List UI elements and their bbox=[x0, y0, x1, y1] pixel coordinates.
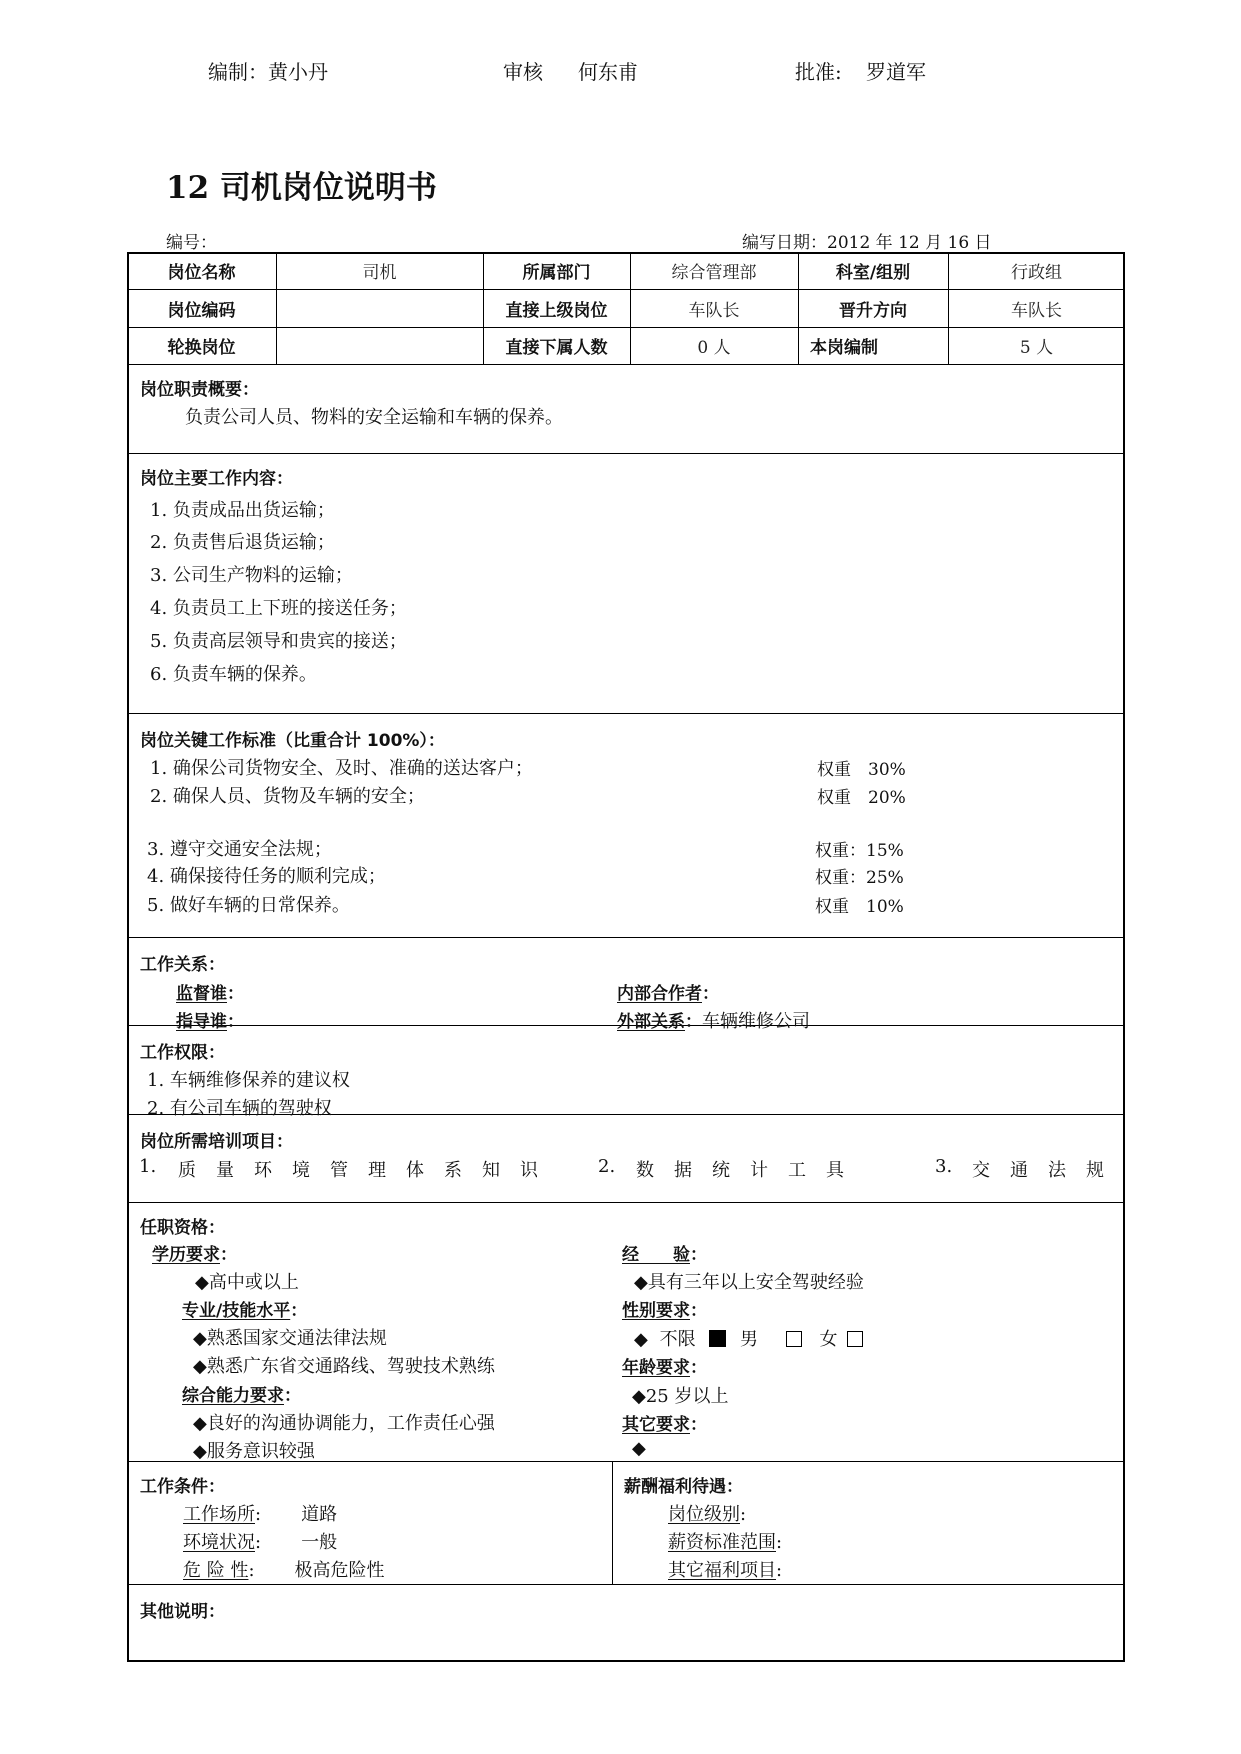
relations-heading: 工作关系： bbox=[140, 955, 225, 975]
experience-value: ◆具有三年以上安全驾驶经验 bbox=[634, 1272, 864, 1293]
place-label: 工作场所 bbox=[183, 1504, 255, 1525]
info-label: 晋升方向 bbox=[839, 300, 907, 321]
info-value: 司机 bbox=[362, 263, 397, 283]
rule bbox=[127, 937, 1125, 938]
ability-label: 综合能力要求 bbox=[182, 1386, 284, 1406]
salary-field: 薪资标准范围: bbox=[668, 1532, 783, 1553]
other-benefit-field: 其它福利项目: bbox=[668, 1560, 783, 1581]
info-label: 轮换岗位 bbox=[167, 338, 236, 358]
skill-label: 专业/技能水平 bbox=[182, 1301, 291, 1321]
level-field: 岗位级别: bbox=[668, 1504, 747, 1525]
info-value bbox=[276, 289, 483, 327]
level-label: 岗位级别 bbox=[668, 1504, 740, 1525]
duties-heading: 岗位主要工作内容： bbox=[140, 469, 293, 489]
rule bbox=[127, 1202, 1125, 1203]
standard-item: 4. 确保接待任务的顺利完成； bbox=[147, 866, 386, 887]
duty-item: 5. 负责高层领导和贵宾的接送； bbox=[150, 631, 407, 652]
skill-field: 专业/技能水平： bbox=[182, 1301, 308, 1321]
external-field: 外部关系：车辆维修公司 bbox=[617, 1011, 810, 1032]
training-heading: 岗位所需培训项目： bbox=[140, 1132, 293, 1152]
rule bbox=[127, 453, 1125, 454]
standard-item: 5. 做好车辆的日常保养。 bbox=[147, 895, 350, 916]
approve-label: 批准: bbox=[795, 60, 842, 84]
page-title: 12 司机岗位说明书 bbox=[166, 170, 437, 206]
gender-male-label: 男 bbox=[740, 1329, 759, 1350]
info-label: 岗位名称 bbox=[167, 263, 236, 283]
info-label: 直接下属人数 bbox=[505, 338, 608, 358]
info-value: 车队长 bbox=[1011, 300, 1062, 321]
place-field: 工作场所: 道路 bbox=[183, 1504, 338, 1525]
training-item: 数据统计工具 bbox=[636, 1160, 844, 1181]
duty-item: 2. 负责售后退货运输； bbox=[150, 532, 335, 553]
education-label: 学历要求 bbox=[152, 1245, 220, 1265]
info-label: 所属部门 bbox=[522, 263, 591, 283]
training-num: 2. bbox=[598, 1156, 616, 1177]
guide-label: 指导谁 bbox=[176, 1012, 227, 1032]
benefits-heading: 薪酬福利待遇： bbox=[624, 1477, 743, 1497]
gender-male-checkbox[interactable] bbox=[786, 1331, 802, 1347]
gender-options bbox=[634, 1325, 863, 1351]
ability-item: ◆良好的沟通协调能力，工作责任心强 bbox=[193, 1413, 495, 1434]
notes-heading: 其他说明： bbox=[140, 1602, 225, 1622]
supervisor-label: 监督谁 bbox=[176, 984, 227, 1004]
risk-field: 危 险 性: 极高危险性 bbox=[183, 1560, 385, 1581]
gender-label: 性别要求 bbox=[622, 1301, 690, 1321]
standard-weight: 权重 20% bbox=[817, 788, 906, 808]
env-label: 环境状况 bbox=[183, 1532, 255, 1553]
rule bbox=[127, 713, 1125, 714]
info-value: 0 人 bbox=[697, 338, 731, 358]
info-value: 车队长 bbox=[688, 300, 740, 321]
external-value: 车辆维修公司 bbox=[702, 1011, 810, 1032]
info-label: 科室/组别 bbox=[835, 263, 911, 283]
document-number: 编号： bbox=[166, 233, 217, 253]
info-value: 5 人 bbox=[1019, 338, 1054, 358]
standard-weight: 权重：15% bbox=[815, 841, 904, 861]
skill-item: ◆熟悉广东省交通路线、驾驶技术熟练 bbox=[193, 1356, 495, 1377]
duty-item: 3. 公司生产物料的运输； bbox=[150, 565, 353, 586]
training-item: 质量环境管理体系知识 bbox=[178, 1160, 538, 1181]
training-num: 1. bbox=[139, 1156, 157, 1177]
env-value: 一般 bbox=[301, 1532, 338, 1553]
gender-any-label: 不限 bbox=[659, 1329, 696, 1350]
duty-item: 4. 负责员工上下班的接送任务； bbox=[150, 598, 407, 619]
supervisor-field: 监督谁： bbox=[176, 984, 244, 1004]
qualifications-heading: 任职资格： bbox=[140, 1218, 225, 1238]
standard-item: 3. 遵守交通安全法规； bbox=[147, 839, 332, 860]
info-label: 本岗编制 bbox=[810, 338, 878, 358]
standard-item: 1. 确保公司货物安全、及时、准确的送达客户； bbox=[150, 758, 533, 779]
env-field: 环境状况: 一般 bbox=[183, 1532, 338, 1553]
gender-female-label: 女 bbox=[819, 1329, 838, 1350]
standard-weight: 权重 30% bbox=[817, 760, 906, 780]
ability-item: ◆服务意识较强 bbox=[193, 1441, 315, 1462]
summary-text: 负责公司人员、物料的安全运输和车辆的保养。 bbox=[185, 407, 563, 428]
authority-item: 1. 车辆维修保养的建议权 bbox=[147, 1070, 350, 1091]
other-req-value: ◆ bbox=[632, 1438, 646, 1459]
place-value: 道路 bbox=[301, 1504, 338, 1525]
education-value: ◆高中或以上 bbox=[195, 1272, 299, 1293]
info-value bbox=[276, 327, 483, 364]
conditions-heading: 工作条件： bbox=[140, 1477, 225, 1497]
approver: 罗道军 bbox=[866, 60, 926, 84]
risk-value: 极高危险性 bbox=[294, 1560, 385, 1581]
skill-item: ◆熟悉国家交通法律法规 bbox=[193, 1328, 387, 1349]
gender-any-checkbox[interactable] bbox=[709, 1330, 726, 1347]
rule bbox=[127, 1584, 1125, 1585]
standard-weight: 权重 10% bbox=[815, 897, 904, 917]
age-value: ◆25 岁以上 bbox=[632, 1386, 729, 1407]
age-field: 年龄要求： bbox=[622, 1358, 707, 1378]
prepared-by: 编制：黄小丹 bbox=[208, 60, 328, 84]
experience-label: 经 验 bbox=[622, 1245, 690, 1265]
internal-label: 内部合作者 bbox=[617, 984, 702, 1004]
age-label: 年龄要求 bbox=[622, 1358, 690, 1378]
info-value: 行政组 bbox=[1011, 263, 1062, 283]
standard-item: 2. 确保人员、货物及车辆的安全； bbox=[150, 786, 425, 807]
review-label: 审核 bbox=[503, 60, 543, 84]
standards-heading: 岗位关键工作标准（比重合计 100%）： bbox=[140, 731, 445, 751]
guide-field: 指导谁： bbox=[176, 1012, 244, 1032]
external-label: 外部关系 bbox=[617, 1012, 685, 1032]
training-num: 3. bbox=[935, 1156, 953, 1177]
reviewer: 何东甫 bbox=[578, 60, 638, 84]
gender-female-checkbox[interactable] bbox=[847, 1331, 863, 1347]
rule bbox=[127, 364, 1125, 365]
other-req-field: 其它要求： bbox=[622, 1415, 707, 1435]
info-label: 直接上级岗位 bbox=[505, 300, 608, 321]
risk-label: 危 险 性 bbox=[183, 1560, 249, 1581]
training-item: 交通法规 bbox=[972, 1160, 1104, 1181]
duty-item: 1. 负责成品出货运输； bbox=[150, 500, 335, 521]
info-value: 综合管理部 bbox=[671, 263, 757, 283]
salary-label: 薪资标准范围 bbox=[668, 1532, 776, 1553]
authority-heading: 工作权限： bbox=[140, 1043, 225, 1063]
experience-field: 经 验： bbox=[622, 1245, 707, 1265]
other-benefit-label: 其它福利项目 bbox=[668, 1560, 776, 1581]
ability-field: 综合能力要求： bbox=[182, 1386, 301, 1406]
standard-weight: 权重：25% bbox=[815, 868, 904, 888]
summary-heading: 岗位职责概要： bbox=[140, 380, 259, 400]
written-date: 编写日期：2012 年 12 月 16 日 bbox=[742, 233, 992, 253]
education-field: 学历要求： bbox=[152, 1245, 237, 1265]
authority-item: 2. 有公司车辆的驾驶权 bbox=[147, 1098, 332, 1119]
gender-prefix: ◆ bbox=[634, 1329, 648, 1350]
rule bbox=[612, 1461, 613, 1584]
internal-field: 内部合作者： bbox=[617, 984, 719, 1004]
info-label: 岗位编码 bbox=[167, 300, 236, 321]
gender-field: 性别要求： bbox=[622, 1301, 707, 1321]
other-req-label: 其它要求 bbox=[622, 1415, 690, 1435]
duty-item: 6. 负责车辆的保养。 bbox=[150, 664, 317, 685]
